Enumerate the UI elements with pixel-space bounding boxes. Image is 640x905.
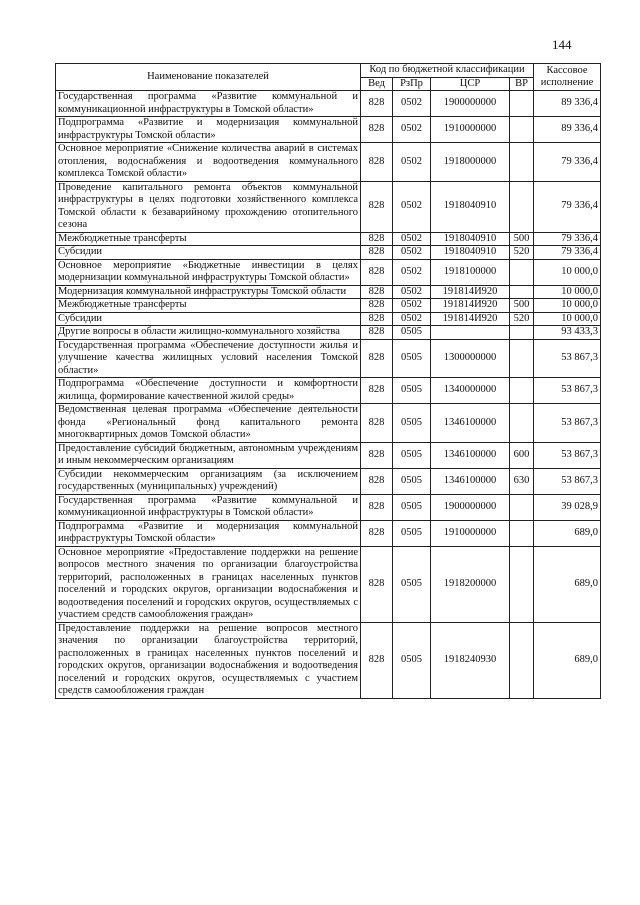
- header-name: Наименование показателей: [56, 64, 361, 91]
- row-rzpr: 0502: [393, 299, 431, 313]
- row-vr: 600: [510, 442, 534, 468]
- row-name: Модернизация коммунальной инфраструктуры Томской области: [56, 285, 361, 299]
- table-row: [56, 378, 601, 404]
- row-rzpr: 0505: [393, 468, 431, 494]
- row-csr: 1900000000: [431, 91, 510, 117]
- table-row: [56, 246, 601, 260]
- row-ved: 828: [361, 143, 393, 182]
- row-vr: [510, 117, 534, 143]
- budget-table: [55, 63, 601, 699]
- row-name: Подпрограмма «Развитие и модернизация коммунальной инфраструктуры Томской области»: [56, 117, 361, 143]
- row-ved: 828: [361, 442, 393, 468]
- table-row: [56, 91, 601, 117]
- row-rzpr: 0502: [393, 181, 431, 232]
- row-name: Подпрограмма «Развитие и модернизация коммунальной инфраструктуры Томской области»: [56, 520, 361, 546]
- header-execution: Кассовое исполнение: [534, 64, 601, 91]
- row-vr: [510, 404, 534, 443]
- row-amount: 10 000,0: [534, 312, 601, 326]
- row-csr: [431, 326, 510, 340]
- page-number: 144: [552, 37, 572, 52]
- table-row: [56, 259, 601, 285]
- row-csr: 1300000000: [431, 339, 510, 378]
- row-rzpr: 0505: [393, 622, 431, 698]
- row-csr: 1918000000: [431, 143, 510, 182]
- row-name: Основное мероприятие «Снижение количества аварий в системах отопления, водоснабжения и водоотведения коммунального комплекса Томской области»: [56, 143, 361, 182]
- header-vr: ВР: [510, 77, 534, 91]
- row-vr: [510, 259, 534, 285]
- row-ved: 828: [361, 468, 393, 494]
- header-csr: ЦСР: [431, 77, 510, 91]
- row-vr: [510, 326, 534, 340]
- row-name: Другие вопросы в области жилищно-коммунального хозяйства: [56, 326, 361, 340]
- row-csr: 1918200000: [431, 546, 510, 622]
- row-rzpr: 0502: [393, 91, 431, 117]
- row-csr: 1900000000: [431, 494, 510, 520]
- row-rzpr: 0505: [393, 494, 431, 520]
- row-ved: 828: [361, 326, 393, 340]
- row-csr: 191814И920: [431, 312, 510, 326]
- table-row: [56, 520, 601, 546]
- table-row: [56, 285, 601, 299]
- row-rzpr: 0502: [393, 117, 431, 143]
- row-vr: 520: [510, 246, 534, 260]
- row-ved: 828: [361, 259, 393, 285]
- row-vr: [510, 285, 534, 299]
- row-rzpr: 0505: [393, 339, 431, 378]
- row-ved: 828: [361, 232, 393, 246]
- row-amount: 79 336,4: [534, 232, 601, 246]
- row-name: Субсидии некоммерческим организациям (за исключением государственных (муниципальных) учреждений): [56, 468, 361, 494]
- row-vr: [510, 622, 534, 698]
- table-row: [56, 326, 601, 340]
- row-csr: 1340000000: [431, 378, 510, 404]
- row-ved: 828: [361, 622, 393, 698]
- row-amount: 89 336,4: [534, 91, 601, 117]
- row-amount: 93 433,3: [534, 326, 601, 340]
- row-name: Субсидии: [56, 312, 361, 326]
- row-amount: 53 867,3: [534, 404, 601, 443]
- table-header-row: [56, 64, 601, 78]
- row-vr: 500: [510, 299, 534, 313]
- row-amount: 10 000,0: [534, 285, 601, 299]
- row-rzpr: 0502: [393, 232, 431, 246]
- row-name: Субсидии: [56, 246, 361, 260]
- row-rzpr: 0505: [393, 378, 431, 404]
- row-csr: 1346100000: [431, 468, 510, 494]
- row-amount: 53 867,3: [534, 442, 601, 468]
- row-amount: 689,0: [534, 520, 601, 546]
- row-rzpr: 0502: [393, 285, 431, 299]
- row-vr: 500: [510, 232, 534, 246]
- row-csr: 191814И920: [431, 285, 510, 299]
- row-vr: [510, 339, 534, 378]
- row-ved: 828: [361, 285, 393, 299]
- table-row: [56, 546, 601, 622]
- row-rzpr: 0505: [393, 442, 431, 468]
- row-csr: 1918240930: [431, 622, 510, 698]
- row-vr: [510, 181, 534, 232]
- header-rzpr: РзПр: [393, 77, 431, 91]
- table-row: [56, 468, 601, 494]
- table-row: [56, 117, 601, 143]
- row-csr: 1346100000: [431, 404, 510, 443]
- row-csr: 1910000000: [431, 117, 510, 143]
- row-vr: [510, 143, 534, 182]
- row-amount: 53 867,3: [534, 339, 601, 378]
- table-row: [56, 143, 601, 182]
- row-vr: 630: [510, 468, 534, 494]
- row-name: Основное мероприятие «Бюджетные инвестиции в целях модернизации коммунальной инфраструктуры Томской области»: [56, 259, 361, 285]
- row-amount: 79 336,4: [534, 181, 601, 232]
- row-ved: 828: [361, 91, 393, 117]
- row-amount: 53 867,3: [534, 468, 601, 494]
- row-amount: 89 336,4: [534, 117, 601, 143]
- row-ved: 828: [361, 339, 393, 378]
- row-rzpr: 0502: [393, 259, 431, 285]
- table-row: [56, 232, 601, 246]
- row-csr: 1918040910: [431, 181, 510, 232]
- table-row: [56, 622, 601, 698]
- table-row: [56, 442, 601, 468]
- row-vr: 520: [510, 312, 534, 326]
- table-row: [56, 299, 601, 313]
- row-name: Межбюджетные трансферты: [56, 232, 361, 246]
- row-amount: 79 336,4: [534, 143, 601, 182]
- row-csr: 191814И920: [431, 299, 510, 313]
- row-name: Ведомственная целевая программа «Обеспечение деятельности фонда «Региональный фонд капитального ремонта многоквартирных домов Томской области»: [56, 404, 361, 443]
- row-name: Государственная программа «Развитие коммунальной и коммуникационной инфраструктуры в Томской области»: [56, 494, 361, 520]
- row-ved: 828: [361, 378, 393, 404]
- row-amount: 689,0: [534, 622, 601, 698]
- row-amount: 689,0: [534, 546, 601, 622]
- row-ved: 828: [361, 181, 393, 232]
- row-ved: 828: [361, 246, 393, 260]
- row-rzpr: 0502: [393, 312, 431, 326]
- row-name: Государственная программа «Обеспечение доступности жилья и улучшение качества жилищных условий населения Томской области»: [56, 339, 361, 378]
- row-rzpr: 0505: [393, 520, 431, 546]
- row-amount: 10 000,0: [534, 299, 601, 313]
- row-amount: 53 867,3: [534, 378, 601, 404]
- row-amount: 10 000,0: [534, 259, 601, 285]
- row-csr: 1910000000: [431, 520, 510, 546]
- row-amount: 79 336,4: [534, 246, 601, 260]
- table-row: [56, 494, 601, 520]
- row-ved: 828: [361, 299, 393, 313]
- table-row: [56, 312, 601, 326]
- row-name: Основное мероприятие «Предоставление поддержки на решение вопросов местного значения по организации благоустройства территорий, расположенных в границах населенных пунктов поселений и городских округов, организации водоснабжения и водоотведения поселений и городских округов, осуществляемых с участием средств самообложения граждан»: [56, 546, 361, 622]
- header-classification-group: Код по бюджетной классификации: [361, 64, 534, 78]
- row-rzpr: 0505: [393, 326, 431, 340]
- table-row: [56, 404, 601, 443]
- row-vr: [510, 378, 534, 404]
- row-rzpr: 0505: [393, 404, 431, 443]
- row-vr: [510, 91, 534, 117]
- row-name: Подпрограмма «Обеспечение доступности и комфортности жилища, формирование качественной жилой среды»: [56, 378, 361, 404]
- row-csr: 1346100000: [431, 442, 510, 468]
- row-name: Предоставление субсидий бюджетным, автономным учреждениям и иным некоммерческим организациям: [56, 442, 361, 468]
- row-rzpr: 0505: [393, 546, 431, 622]
- row-csr: 1918040910: [431, 246, 510, 260]
- row-rzpr: 0502: [393, 143, 431, 182]
- row-ved: 828: [361, 312, 393, 326]
- row-ved: 828: [361, 520, 393, 546]
- row-name: Проведение капитального ремонта объектов коммунальной инфраструктуры в целях подготовки хозяйственного комплекса Томской области к безаварийному прохождению отопительного сезона: [56, 181, 361, 232]
- row-name: Государственная программа «Развитие коммунальной и коммуникационной инфраструктуры в Томской области»: [56, 91, 361, 117]
- row-vr: [510, 520, 534, 546]
- row-ved: 828: [361, 494, 393, 520]
- row-amount: 39 028,9: [534, 494, 601, 520]
- table-row: [56, 181, 601, 232]
- row-ved: 828: [361, 117, 393, 143]
- row-rzpr: 0502: [393, 246, 431, 260]
- row-name: Межбюджетные трансферты: [56, 299, 361, 313]
- table-row: [56, 339, 601, 378]
- row-name: Предоставление поддержки на решение вопросов местного значения по организации благоустройства территорий, расположенных в границах населенных пунктов поселений и городских округов, организации водоснабжения и водоотведения поселений и городских округов, осуществляемых с участием средств самообложения граждан: [56, 622, 361, 698]
- row-vr: [510, 494, 534, 520]
- row-vr: [510, 546, 534, 622]
- row-csr: 1918040910: [431, 232, 510, 246]
- row-ved: 828: [361, 546, 393, 622]
- header-ved: Вед: [361, 77, 393, 91]
- row-csr: 1918100000: [431, 259, 510, 285]
- row-ved: 828: [361, 404, 393, 443]
